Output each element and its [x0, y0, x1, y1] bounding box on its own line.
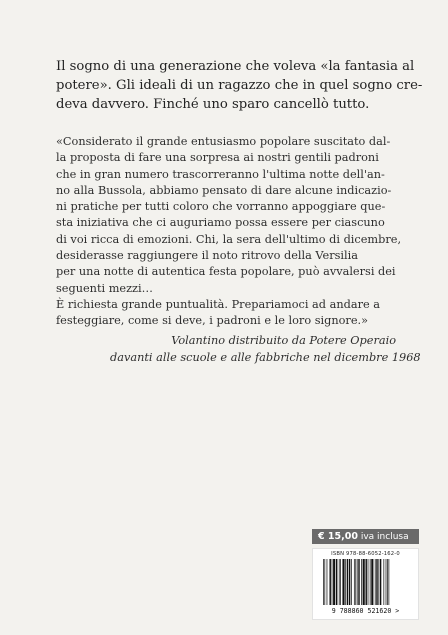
- tagline-line: Il sogno di una generazione che voleva «la fantasia al: [56, 59, 415, 74]
- barcode-digits: 9 788860 521620 >: [331, 607, 400, 615]
- quote-line: ni pratiche per tutti coloro che vorranno appoggiare que-: [56, 200, 386, 214]
- quote-line: desiderasse raggiungere il noto ritrovo della Versilia: [56, 249, 359, 263]
- quote-line: che in gran numero trascorreranno l'ultima notte dell'an-: [56, 167, 385, 181]
- barcode-icon: [323, 559, 415, 605]
- tagline-line: deva davvero. Finché uno sparo cancellò tutto.: [56, 97, 370, 112]
- quote-attribution: [110, 332, 421, 366]
- quote-line: di voi ricca di emozioni. Chi, la sera dell'ultimo di dicembre,: [56, 232, 402, 246]
- isbn-text: ISBN 978-88-6052-162-0: [331, 551, 400, 557]
- attribution-line: Volantino distribuito da Potere Operaio: [171, 334, 396, 347]
- quote-line: la proposta di fare una sorpresa ai nostri gentili padroni: [56, 151, 379, 165]
- quote-line: festeggiare, come si deve, i padroni e le loro signore.»: [56, 314, 369, 328]
- barcode-box: [312, 548, 419, 620]
- price-amount: € 15,00: [318, 531, 358, 542]
- price-label: [312, 529, 419, 544]
- quote-line: seguenti mezzi…: [56, 281, 153, 295]
- attribution-line: davanti alle scuole e alle fabbriche nel dicembre 1968: [110, 351, 421, 364]
- quote-line: no alla Bussola, abbiamo pensato di dare alcune indicazio-: [56, 183, 392, 197]
- quote-line: È richiesta grande puntualità. Prepariamoci ad andare a: [56, 297, 380, 311]
- leaflet-quote: [56, 134, 402, 330]
- tagline-line: potere». Gli ideali di un ragazzo che in quel sogno cre-: [56, 78, 423, 93]
- quote-line: per una notte di autentica festa popolare, può avvalersi dei: [56, 265, 396, 279]
- price-vat-note: iva inclusa: [360, 532, 409, 542]
- quote-line: sta iniziativa che ci auguriamo possa essere per ciascuno: [56, 216, 385, 230]
- quote-line: «Considerato il grande entusiasmo popolare suscitato dal-: [56, 135, 391, 148]
- tagline: [56, 57, 423, 114]
